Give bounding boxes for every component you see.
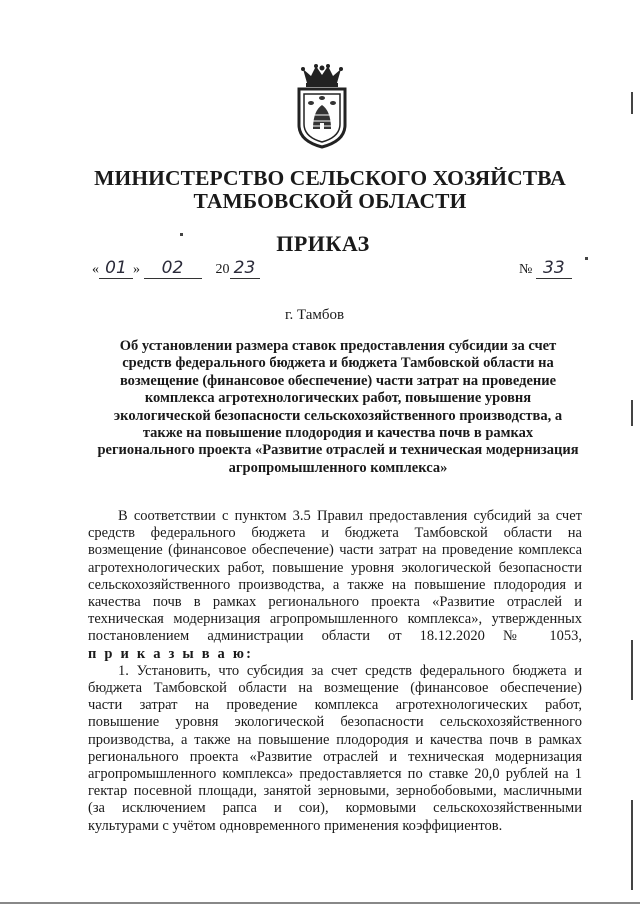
scan-mark [631, 92, 633, 114]
body-line: техническая модернизация агропромышленного комплекса», утвержденных [88, 611, 582, 628]
order-number-value: 33 [536, 258, 572, 279]
order-month: 02 [144, 258, 202, 279]
body-line: повышение уровня экологической безопасности сельскохозяйственного [88, 714, 582, 731]
body-line: постановлением администрации области от 18.12.2020 № 1053, [88, 628, 582, 645]
body-line: В соответствии с пунктом 3.5 Правил предоставления субсидий за счет [118, 508, 582, 524]
ministry-heading [90, 167, 570, 213]
order-date: « 01 » 02 20 23 [92, 258, 260, 279]
scan-mark [631, 640, 633, 700]
body-line: культурами с учётом одновременного применения коэффициентов. [88, 817, 503, 834]
scan-mark [631, 800, 633, 890]
title-line: комплекса агротехнологических работ, повышение уровня [144, 390, 532, 407]
body-line: регионального проекта «Развитие отраслей и техническая модернизация [88, 748, 582, 765]
body-line: агротехнологических работ, повышение уровня экологической безопасности [88, 559, 582, 576]
scan-speck [180, 233, 183, 236]
title-line: также на повышение плодородия и качества почв в рамках [142, 425, 534, 442]
body-line: бюджета Тамбовской области на возмещение (финансовое обеспечение) [88, 680, 582, 697]
order-year-prefix: 20 [215, 262, 230, 277]
document-type-heading: ПРИКАЗ [276, 231, 370, 256]
body-line: средств федерального бюджета и бюджета Тамбовской области на [88, 525, 582, 542]
body-line: возмещение (финансовое обеспечение) части затрат на проведение комплекса [88, 542, 582, 559]
title-line: экологической безопасности сельскохозяйственного производства, а [113, 407, 563, 424]
order-body [88, 508, 582, 835]
body-line: (за исключением рапса и сои), кормовыми сельскохозяйственными [88, 800, 582, 817]
title-line: возмещение (финансовое обеспечение) части затрат на проведение [119, 372, 557, 389]
body-line: гектар посевной площади, занятой зерновыми, зернобобовыми, масличными [88, 783, 582, 800]
order-number [519, 258, 572, 279]
body-line: части затрат на проведение комплекса агротехнологических работ, [88, 697, 582, 714]
order-year-suffix: 23 [230, 258, 260, 279]
title-line: регионального проекта «Развитие отраслей и техническая модернизация [97, 442, 579, 459]
scan-mark [631, 400, 633, 426]
order-title [92, 338, 584, 477]
title-line: средств федерального бюджета и бюджета Тамбовской области на [122, 355, 554, 372]
title-line: Об установлении размера ставок предоставления субсидии за счет [119, 338, 557, 354]
body-line: качества почв в рамках регионального проекта «Развитие отраслей и [88, 594, 582, 611]
scan-speck [585, 257, 588, 260]
title-line: агропромышленного комплекса» [228, 459, 448, 476]
prikazyvayu-word: п р и к а з ы в а ю: [88, 645, 254, 662]
city-line: г. Тамбов [285, 307, 345, 323]
ministry-line-1: МИНИСТЕРСТВО СЕЛЬСКОГО ХОЗЯЙСТВА [94, 166, 566, 190]
body-line: производства, а также на повышение плодородия и качества почв в рамках [88, 731, 582, 748]
body-line: сельскохозяйственного производства, а также на повышение плодородия и [88, 576, 582, 593]
coat-of-arms-emblem [291, 63, 353, 149]
ministry-line-2: ТАМБОВСКОЙ ОБЛАСТИ [193, 189, 467, 213]
number-label: № [519, 262, 533, 277]
order-day: 01 [99, 258, 133, 279]
body-line: агропромышленного комплекса» предоставляется по ставке 20,0 рублей на 1 [88, 766, 582, 783]
body-line: 1. Установить, что субсидия за счет средств федерального бюджета и [118, 662, 582, 679]
scan-edge [0, 902, 640, 904]
